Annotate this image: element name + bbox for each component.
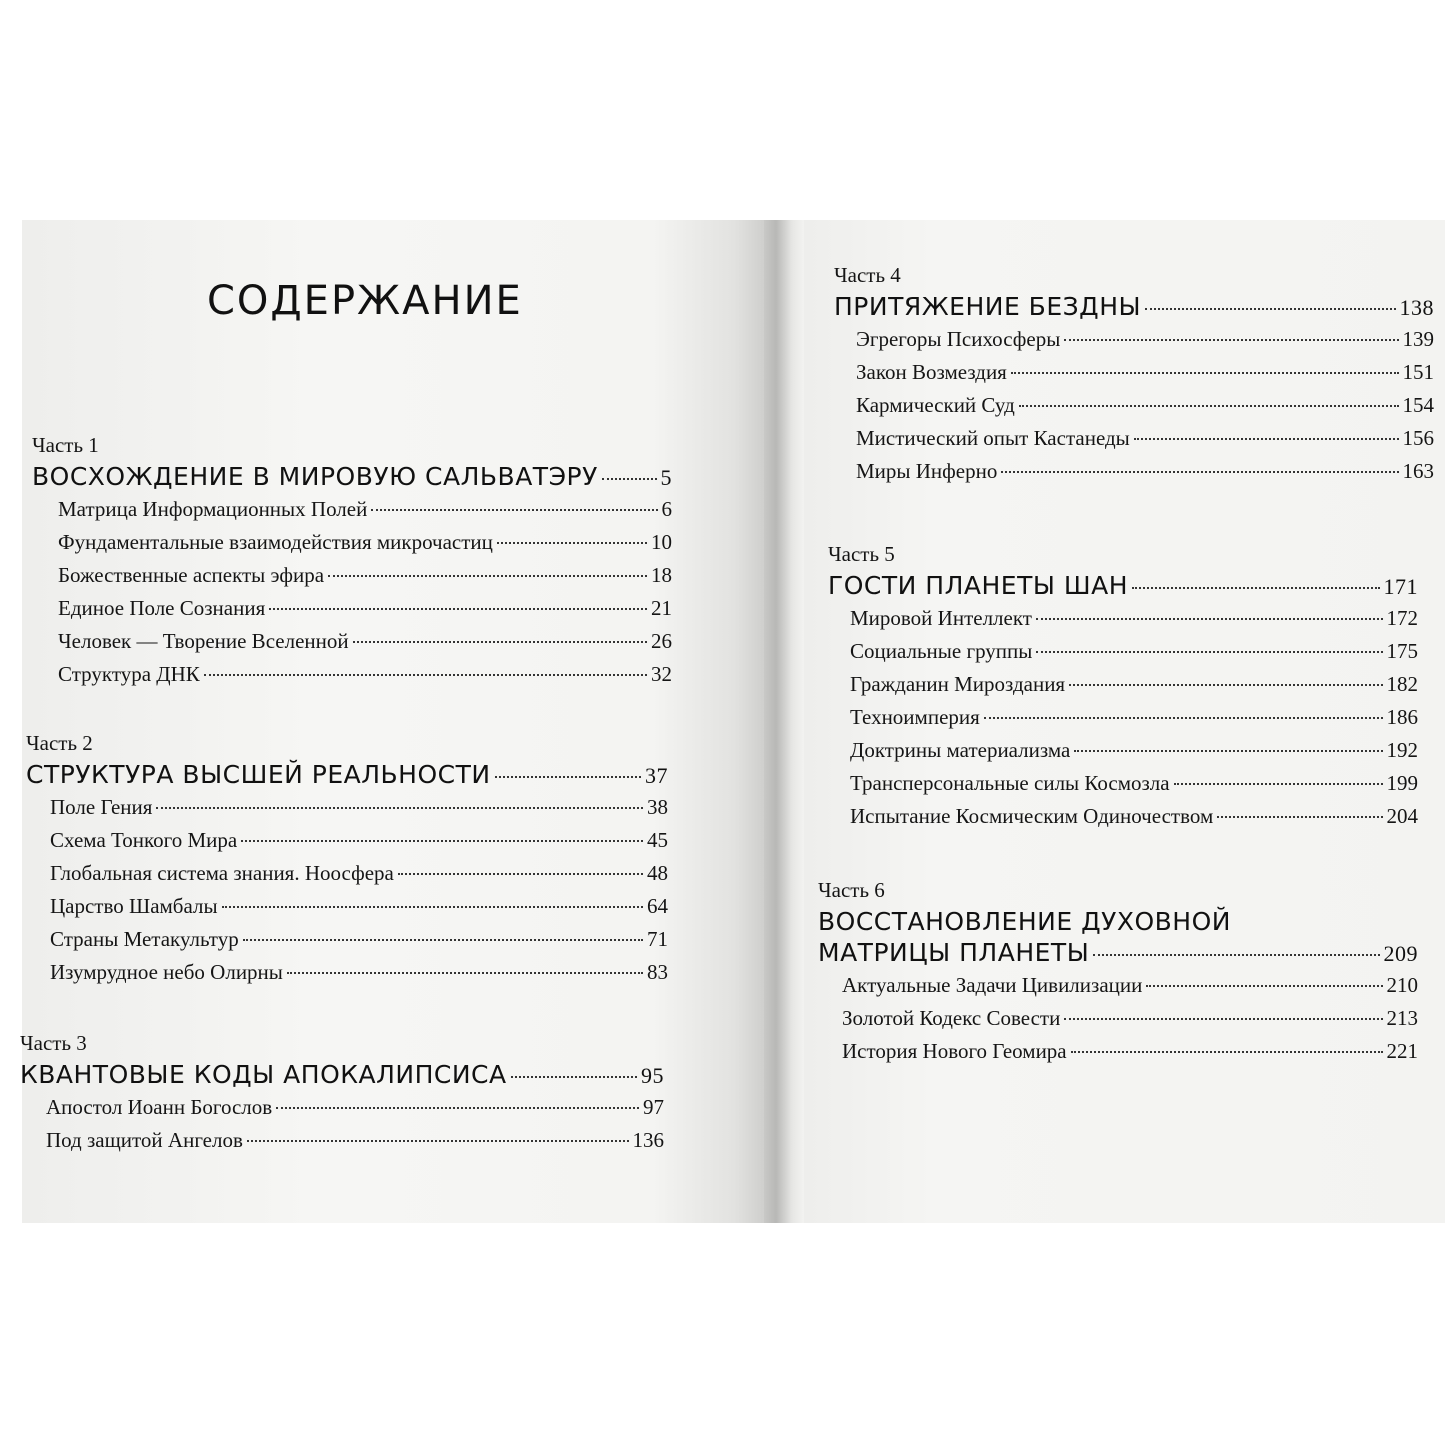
part-heading-page: 37 <box>645 763 668 788</box>
entry-title: Поле Гения <box>50 795 153 819</box>
toc-entry <box>842 973 1418 1006</box>
entry-page: 6 <box>661 497 672 521</box>
entry-title: Царство Шамбалы <box>50 894 218 918</box>
part-heading-page: 209 <box>1383 941 1418 966</box>
page-title: СОДЕРЖАНИЕ <box>207 278 523 324</box>
leader-dots <box>1036 618 1383 620</box>
toc-entry <box>850 804 1418 837</box>
entry-page: 139 <box>1402 327 1434 351</box>
entry-title: Матрица Информационных Полей <box>58 497 368 521</box>
toc-entry <box>58 662 672 695</box>
leader-dots <box>495 776 641 778</box>
leader-dots <box>1036 651 1382 653</box>
entry-page: 210 <box>1386 973 1418 997</box>
entry-title: Структура ДНК <box>58 662 200 686</box>
entry-page: 26 <box>651 629 672 653</box>
part-label: Часть 3 <box>20 1031 87 1055</box>
leader-dots <box>1019 405 1399 407</box>
entry-page: 18 <box>651 563 672 587</box>
leader-dots <box>1011 372 1399 374</box>
entry-page: 199 <box>1386 771 1418 795</box>
entry-title: Закон Возмездия <box>856 360 1007 384</box>
entry-title: Схема Тонкого Мира <box>50 828 238 852</box>
entry-page: 221 <box>1386 1039 1418 1063</box>
leader-dots <box>204 674 647 676</box>
toc-entry <box>46 1128 664 1161</box>
entry-title: Социальные группы <box>850 639 1033 663</box>
toc-entry <box>50 927 668 960</box>
entry-title: Эгрегоры Психосферы <box>856 327 1061 351</box>
part-heading <box>20 1060 664 1089</box>
book-spread <box>22 220 1445 1223</box>
entry-page: 71 <box>647 927 668 951</box>
entry-page: 156 <box>1402 426 1434 450</box>
toc-entry <box>50 894 668 927</box>
part-heading-title: СТРУКТУРА ВЫСШЕЙ РЕАЛЬНОСТИ <box>26 760 491 789</box>
toc-entry <box>850 738 1418 771</box>
part-heading-title: КВАНТОВЫЕ КОДЫ АПОКАЛИПСИСА <box>20 1060 507 1089</box>
toc-entry <box>50 861 668 894</box>
entry-title: Единое Поле Сознания <box>58 596 266 620</box>
toc-entry <box>856 426 1434 459</box>
entry-title: Апостол Иоанн Богослов <box>46 1095 273 1119</box>
entry-page: 136 <box>632 1128 664 1152</box>
entry-page: 186 <box>1386 705 1418 729</box>
leader-dots <box>1093 954 1379 956</box>
leader-dots <box>1132 587 1379 589</box>
part-label: Часть 5 <box>828 542 895 566</box>
entry-page: 172 <box>1386 606 1418 630</box>
entry-title: Мировой Интеллект <box>850 606 1032 630</box>
part-label: Часть 1 <box>32 433 99 457</box>
leader-dots <box>1064 339 1398 341</box>
part-1 <box>32 433 672 695</box>
toc-entry <box>850 771 1418 804</box>
entry-page: 45 <box>647 828 668 852</box>
toc-entry <box>850 639 1418 672</box>
toc-entry <box>58 530 672 563</box>
toc-entry <box>856 393 1434 426</box>
part-heading <box>26 760 668 789</box>
entry-title: Миры Инферно <box>856 459 998 483</box>
entry-title: Глобальная система знания. Ноосфера <box>50 861 394 885</box>
leader-dots <box>1145 308 1395 310</box>
leader-dots <box>241 840 643 842</box>
entry-page: 38 <box>647 795 668 819</box>
book-gutter <box>764 220 804 1223</box>
leader-dots <box>602 478 657 480</box>
part-heading-page: 95 <box>641 1063 664 1088</box>
part-heading-page: 171 <box>1383 574 1418 599</box>
entry-title: История Нового Геомира <box>842 1039 1067 1063</box>
leader-dots <box>1071 1051 1383 1053</box>
toc-entry <box>58 629 672 662</box>
leader-dots <box>511 1076 637 1078</box>
leader-dots <box>269 608 647 610</box>
part-5 <box>828 542 1418 837</box>
entry-title: Золотой Кодекс Совести <box>842 1006 1061 1030</box>
leader-dots <box>353 641 647 643</box>
part-heading-title: ПРИТЯЖЕНИЕ БЕЗДНЫ <box>834 292 1142 321</box>
toc-entry <box>850 705 1418 738</box>
toc-entry <box>46 1095 664 1128</box>
leader-dots <box>371 509 657 511</box>
leader-dots <box>1174 783 1383 785</box>
part-heading-title: ГОСТИ ПЛАНЕТЫ ШАН <box>828 571 1129 600</box>
entry-title: Под защитой Ангелов <box>46 1128 243 1152</box>
leader-dots <box>1217 816 1382 818</box>
leader-dots <box>156 807 643 809</box>
leader-dots <box>287 972 643 974</box>
leader-dots <box>276 1107 639 1109</box>
entry-page: 97 <box>643 1095 664 1119</box>
toc-entry <box>50 960 668 993</box>
entry-page: 48 <box>647 861 668 885</box>
entry-title: Трансперсональные силы Космозла <box>850 771 1170 795</box>
left-page <box>22 220 764 1223</box>
entry-title: Человек — Творение Вселенной <box>58 629 349 653</box>
entry-title: Доктрины материализма <box>850 738 1071 762</box>
leader-dots <box>497 542 647 544</box>
toc-entry <box>58 596 672 629</box>
leader-dots <box>328 575 647 577</box>
entry-page: 213 <box>1386 1006 1418 1030</box>
leader-dots <box>1064 1018 1382 1020</box>
leader-dots <box>1146 985 1382 987</box>
part-heading <box>834 292 1434 321</box>
entry-page: 192 <box>1386 738 1418 762</box>
entry-title: Актуальные Задачи Цивилизации <box>842 973 1143 997</box>
part-label: Часть 4 <box>834 263 901 287</box>
entry-title: Изумрудное небо Олирны <box>50 960 283 984</box>
entry-title: Техноимперия <box>850 705 980 729</box>
leader-dots <box>1074 750 1382 752</box>
part-4 <box>834 263 1434 492</box>
entry-page: 182 <box>1386 672 1418 696</box>
part-heading <box>828 571 1418 600</box>
toc-entry <box>58 497 672 530</box>
part-2 <box>26 731 668 993</box>
leader-dots <box>1134 438 1399 440</box>
toc-entry <box>58 563 672 596</box>
entry-page: 83 <box>647 960 668 984</box>
leader-dots <box>222 906 643 908</box>
entry-page: 175 <box>1386 639 1418 663</box>
leader-dots <box>398 873 643 875</box>
entry-title: Мистический опыт Кастанеды <box>856 426 1130 450</box>
leader-dots <box>1069 684 1382 686</box>
toc-entry <box>850 606 1418 639</box>
part-heading-line1: ВОССТАНОВЛЕНИЕ ДУХОВНОЙ <box>818 907 1231 936</box>
leader-dots <box>984 717 1383 719</box>
entry-title: Гражданин Мироздания <box>850 672 1066 696</box>
part-6 <box>818 878 1418 1072</box>
entry-page: 151 <box>1402 360 1434 384</box>
toc-entry <box>842 1006 1418 1039</box>
entry-title: Кармический Суд <box>856 393 1015 417</box>
entry-page: 154 <box>1402 393 1434 417</box>
leader-dots <box>1001 471 1398 473</box>
toc-entry <box>50 795 668 828</box>
part-label: Часть 2 <box>26 731 93 755</box>
leader-dots <box>243 939 643 941</box>
entry-title: Страны Метакультур <box>50 927 239 951</box>
leader-dots <box>247 1140 629 1142</box>
toc-entry <box>850 672 1418 705</box>
entry-page: 64 <box>647 894 668 918</box>
part-heading <box>818 907 1418 967</box>
entry-page: 32 <box>651 662 672 686</box>
part-heading-title: МАТРИЦЫ ПЛАНЕТЫ <box>818 938 1090 967</box>
part-heading-title: ВОСХОЖДЕНИЕ В МИРОВУЮ САЛЬВАТЭРУ <box>32 462 598 491</box>
toc-entry <box>856 360 1434 393</box>
entry-title: Божественные аспекты эфира <box>58 563 325 587</box>
toc-entry <box>842 1039 1418 1072</box>
entry-page: 21 <box>651 596 672 620</box>
entry-title: Испытание Космическим Одиночеством <box>850 804 1214 828</box>
part-heading-page: 5 <box>660 465 672 490</box>
part-heading <box>32 462 672 491</box>
entry-page: 10 <box>651 530 672 554</box>
toc-entry <box>856 459 1434 492</box>
entry-page: 204 <box>1386 804 1418 828</box>
entry-page: 163 <box>1402 459 1434 483</box>
part-label: Часть 6 <box>818 878 885 902</box>
toc-entry <box>856 327 1434 360</box>
part-3 <box>20 1031 664 1161</box>
entry-title: Фундаментальные взаимодействия микрочастиц <box>58 530 493 554</box>
right-page <box>804 220 1445 1223</box>
part-heading-page: 138 <box>1399 295 1434 320</box>
toc-entry <box>50 828 668 861</box>
